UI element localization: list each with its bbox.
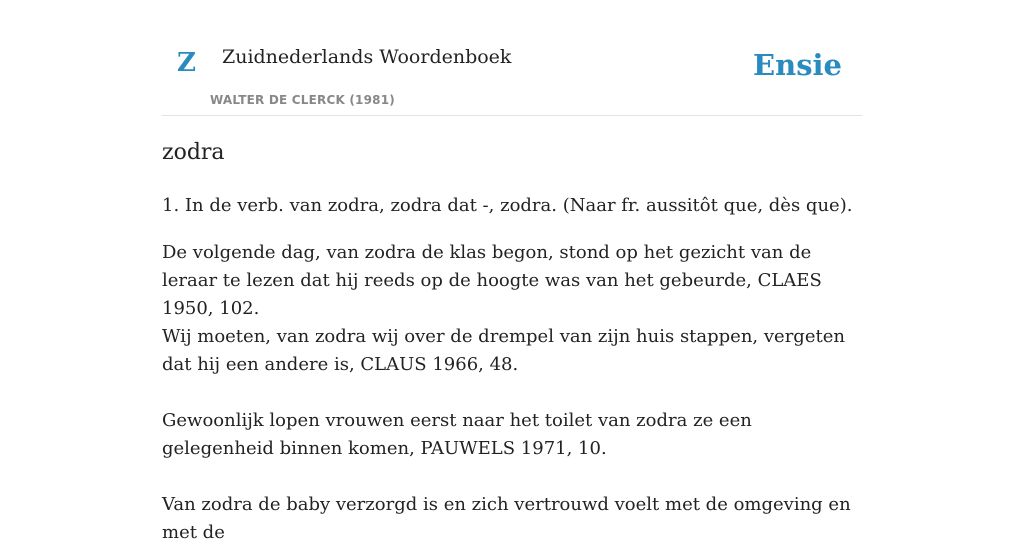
brand-logo-link[interactable]: Ensie <box>753 48 842 82</box>
source-logo-letter: Z <box>177 48 196 78</box>
definition: 1. In de verb. van zodra, zodra dat -, zodra. (Naar fr. aussitôt que, dès que). <box>162 195 853 216</box>
entry-content <box>162 0 862 543</box>
quote-paragraph: Gewoonlijk lopen vrouwen eerst naar het toilet van zodra ze een gelegenheid binnen komen, PAUWELS 1971, 10. <box>162 410 752 459</box>
headword: zodra <box>162 140 225 165</box>
quote-paragraph: Wij moeten, van zodra wij over de drempel van zijn huis stappen, vergeten dat hij een andere is, CLAUS 1966, 48. <box>162 326 845 375</box>
source-title[interactable]: Zuidnederlands Woordenboek <box>222 46 512 68</box>
source-header <box>162 0 862 116</box>
quote-paragraph: De volgende dag, van zodra de klas begon, stond op het gezicht van de leraar te lezen dat hij reeds op de hoogte was van het gebeurde, CLAES 1950, 102. <box>162 242 822 319</box>
quote-paragraph: Van zodra de baby verzorgd is en zich vertrouwd voelt met de omgeving en met de <box>162 494 851 543</box>
source-author: WALTER DE CLERCK (1981) <box>210 93 395 107</box>
